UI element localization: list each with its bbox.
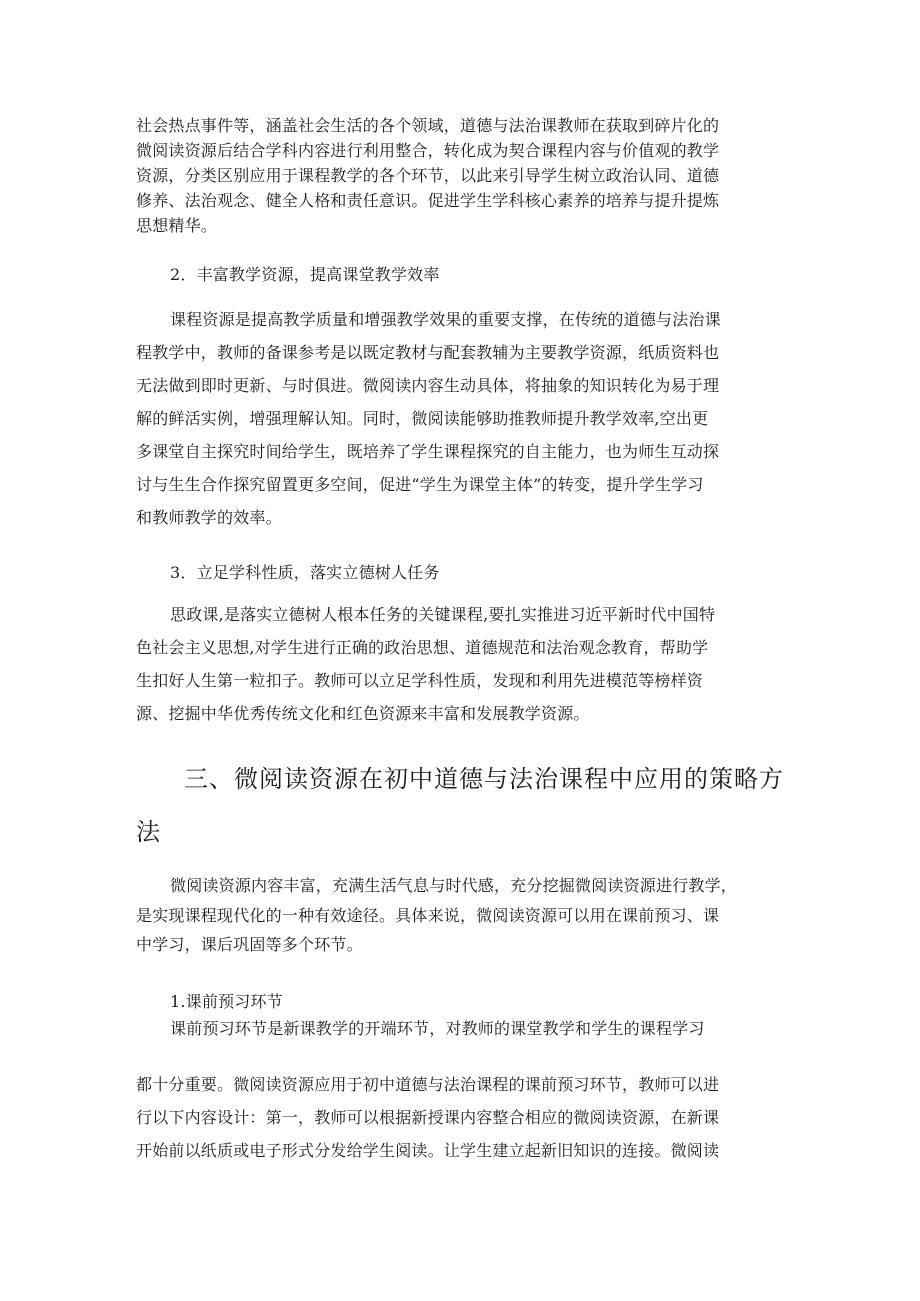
text-line: 都十分重要。微阅读资源应用于初中道德与法治课程的课前预习环节，教师可以进 [136,1075,720,1094]
text-line: 资源，分类区别应用于课程教学的各个环节，以此来引导学生树立政治认同、道德 [136,166,720,185]
text-line: 微阅读资源后结合学科内容进行利用整合，转化成为契合课程内容与价值观的教学 [136,141,720,160]
text-line: 思想精华。 [136,216,218,235]
text-line: 解的鲜活实例，增强理解认知。同时，微阅读能够助推教师提升教学效率,空出更 [136,409,709,428]
text-line: 开始前以纸质或电子形式分发给学生阅读。让学生建立起新旧知识的连接。微阅读 [136,1141,720,1160]
text-line: 微阅读资源内容丰富，充满生活气息与时代感，充分挖掘微阅读资源进行教学， [170,876,738,895]
text-line: 和教师教学的效率。 [136,508,282,527]
text-line: 源、挖掘中华优秀传统文化和红色资源来丰富和发展教学资源。 [136,704,590,723]
subheading-preview-stage: 1.课前预习环节 [170,992,283,1011]
text-line: 中学习，课后巩固等多个环节。 [136,935,363,954]
text-line: 修养、法治观念、健全人格和责任意识。促进学生学科核心素养的培养与提升提炼 [136,191,720,210]
text-line: 行以下内容设计：第一，教师可以根据新授课内容整合相应的微阅读资源，在新课 [136,1108,720,1127]
text-line: 程教学中，教师的备课参考是以既定教材与配套教辅为主要教学资源，纸质资料也 [136,343,720,362]
section-heading: 三、微阅读资源在初中道德与法治课程中应用的策略方 [184,765,784,793]
text-line: 多课堂自主探究时间给学生，既培养了学生课程探究的自主能力，也为师生互动探 [136,442,720,461]
text-line: 色社会主义思想,对学生进行正确的政治思想、道德规范和法治观念教育，帮助学 [136,638,709,657]
text-line: 社会热点事件等，涵盖社会生活的各个领域，道德与法治课教师在获取到碎片化的 [136,116,720,135]
text-line: 讨与生生合作探究留置更多空间，促进“学生为课堂主体”的转变，提升学生学习 [136,475,704,494]
text-line: 课前预习环节是新课教学的开端环节，对教师的课堂教学和学生的课程学习 [170,1019,705,1038]
text-line: 思政课,是落实立德树人根本任务的关键课程,要扎实推进习近平新时代中国特 [170,605,716,624]
text-line: 生扣好人生第一粒扣子。教师可以立足学科性质，发现和利用先进模范等榜样资 [136,671,704,690]
text-line: 无法做到即时更新、与时俱进。微阅读内容生动具体，将抽象的知识转化为易于理 [136,376,720,395]
text-line: 课程资源是提高教学质量和增强教学效果的重要支撑，在传统的道德与法治课 [170,310,721,329]
subheading-2: 2．丰富教学资源，提高课堂教学效率 [170,265,440,284]
section-heading-continued: 法 [136,818,161,846]
subheading-3: 3．立足学科性质，落实立德树人任务 [170,563,440,582]
text-line: 是实现课程现代化的一种有效途径。具体来说，微阅读资源可以用在课前预习、课 [136,906,720,925]
